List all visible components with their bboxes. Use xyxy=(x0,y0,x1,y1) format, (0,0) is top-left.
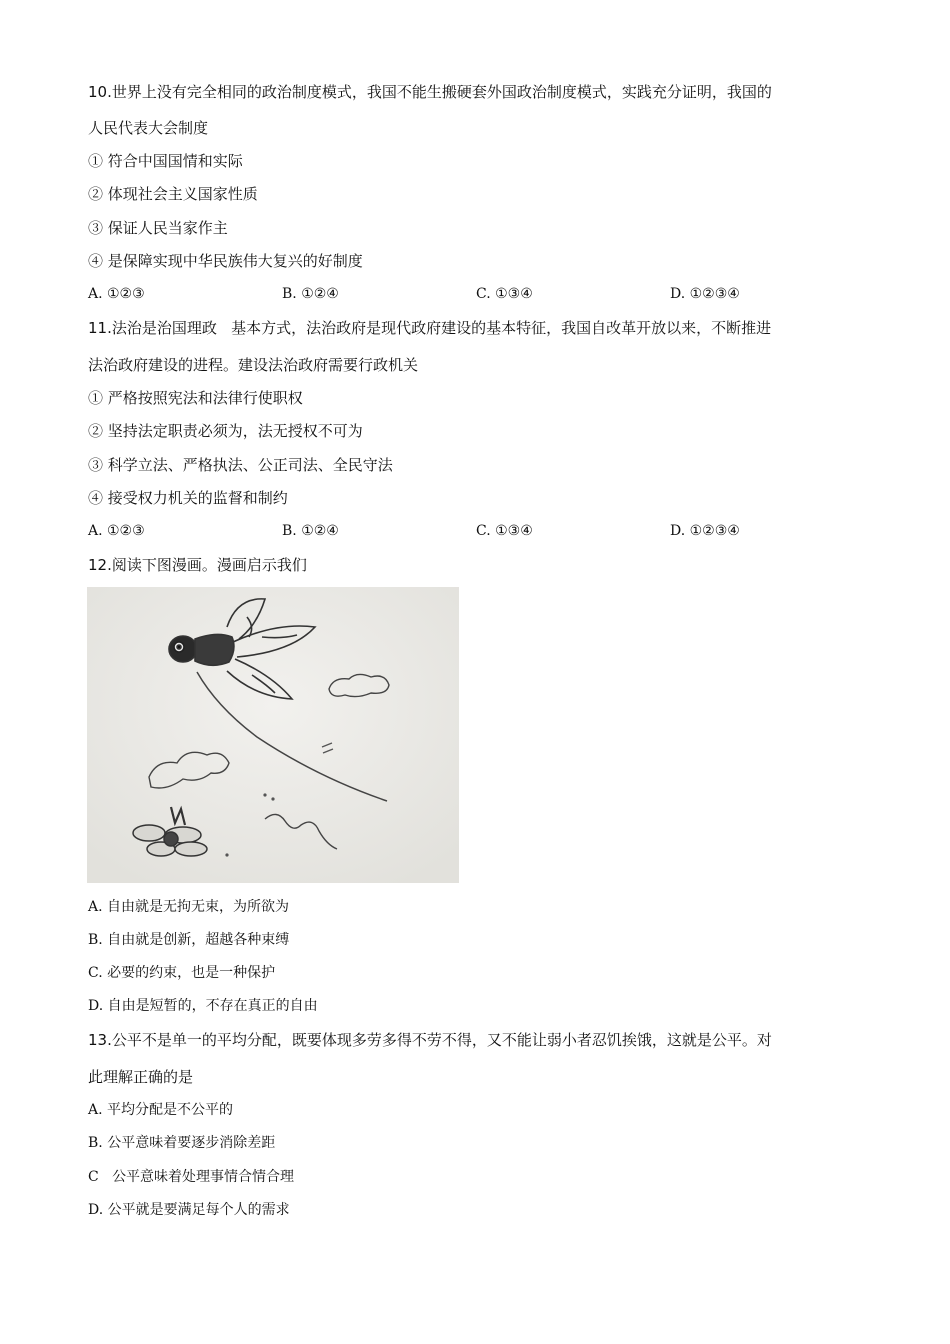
q13-stem-line1: 13.公平不是单一的平均分配，既要体现多劳多得不劳不得，又不能让弱小者忍饥挨饿，这就是公平。对 xyxy=(88,1031,772,1049)
q11-option-d: D. ①②③④ xyxy=(670,523,740,539)
q11-item-3: ③ 科学立法、严格执法、公正司法、全民守法 xyxy=(88,456,393,474)
q10-item-1: ① 符合中国国情和实际 xyxy=(88,152,243,170)
q13-option-d: D. 公平就是要满足每个人的需求 xyxy=(88,1202,290,1218)
q11-option-b: B. ①②④ xyxy=(282,523,339,539)
q11-item-1: ① 严格按照宪法和法律行使职权 xyxy=(88,389,303,407)
q10-stem-line2: 人民代表大会制度 xyxy=(88,119,209,137)
q12-number: 12. xyxy=(88,556,112,574)
q13-option-b: B. 公平意味着要逐步消除差距 xyxy=(88,1135,276,1151)
q12-option-d: D. 自由是短暂的，不存在真正的自由 xyxy=(88,998,318,1014)
q12-option-c: C. 必要的约束，也是一种保护 xyxy=(88,965,276,981)
dot-2 xyxy=(271,797,274,800)
q10-stem-line1: 10.世界上没有完全相同的政治制度模式，我国不能生搬硬套外国政治制度模式，实践充分证明，我国的 xyxy=(88,83,772,101)
q12-option-a: A. 自由就是无拘无束，为所欲为 xyxy=(88,899,290,915)
q12-option-b: B. 自由就是创新，超越各种束缚 xyxy=(88,932,290,948)
q10-item-4: ④ 是保障实现中华民族伟大复兴的好制度 xyxy=(88,252,363,270)
q12-stem: 12.阅读下图漫画。漫画启示我们 xyxy=(88,556,307,574)
q10-option-c: C. ①③④ xyxy=(476,286,533,302)
q10-option-d: D. ①②③④ xyxy=(670,286,740,302)
q13-option-c: C 公平意味着处理事情合情合理 xyxy=(88,1169,295,1185)
q11-stem-line1: 11.法治是治国理政 基本方式，法治政府是现代政府建设的基本特征，我国自改革开放以来，不断推进 xyxy=(88,319,772,337)
q11-number: 11. xyxy=(88,319,112,337)
q11-option-c: C. ①③④ xyxy=(476,523,533,539)
q12-cartoon-image xyxy=(87,587,459,883)
q11-option-a: A. ①②③ xyxy=(88,523,145,539)
q11-item-4: ④ 接受权力机关的监督和制约 xyxy=(88,489,288,507)
q10-number: 10. xyxy=(88,83,112,101)
dot-3 xyxy=(225,853,228,856)
q13-number: 13. xyxy=(88,1031,112,1049)
q13-stem-line2: 此理解正确的是 xyxy=(88,1068,194,1086)
q11-stem-line2: 法治政府建设的进程。建设法治政府需要行政机关 xyxy=(88,356,419,374)
q13-option-a: A. 平均分配是不公平的 xyxy=(88,1102,234,1118)
q10-option-a: A. ①②③ xyxy=(88,286,145,302)
q11-item-2: ② 坚持法定职责必须为，法无授权不可为 xyxy=(88,422,363,440)
q10-item-2: ② 体现社会主义国家性质 xyxy=(88,185,258,203)
dot-1 xyxy=(263,793,266,796)
q10-option-b: B. ①②④ xyxy=(282,286,339,302)
q10-item-3: ③ 保证人民当家作主 xyxy=(88,219,228,237)
kite-cartoon-drawing xyxy=(87,587,459,883)
